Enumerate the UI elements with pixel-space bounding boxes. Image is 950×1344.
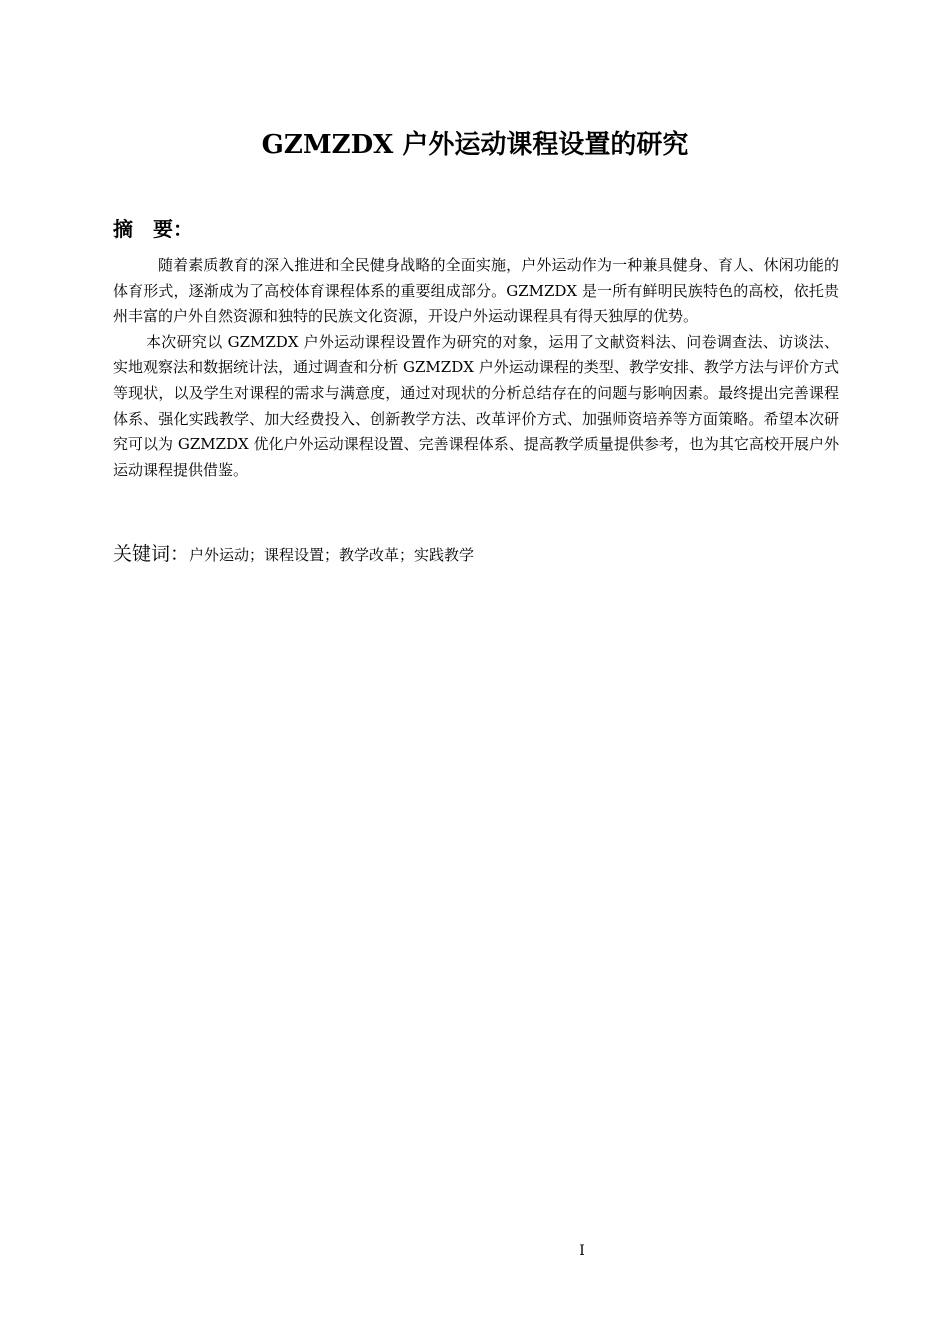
page-number: I (579, 1243, 585, 1259)
abstract-paragraph: 随着素质教育的深入推进和全民健身战略的全面实施，户外运动作为一种兼具健身、育人、休闲功能的体育形式，逐渐成为了高校体育课程体系的重要组成部分。GZMZDX 是一所有鲜明民族特色的高校，依托贵州丰富的户外自然资源和独特的民族文化资源，开设户外运动课程具有得天独厚的优势。 (113, 256, 839, 326)
abstract-heading: 摘 要： (113, 217, 193, 241)
abstract-paragraph: 本次研究以 GZMZDX 户外运动课程设置作为研究的对象，运用了文献资料法、问卷调查法、访谈法、实地观察法和数据统计法，通过调查和分析 GZMZDX 户外运动课程的类型、教学安排、教学方法与评价方式等现状，以及学生对课程的需求与满意度，通过对现状的分析总结存在的问题与影响因素。最终提出完善课程体系、强化实践教学、加大经费投入、创新教学方法、改革评价方式、加强师资培养等方面策略。希望本次研究可以为 GZMZDX 优化户外运动课程设置、完善课程体系、提高教学质量提供参考，也为其它高校开展户外运动课程提供借鉴。 (113, 332, 839, 479)
abstract-body (113, 253, 839, 483)
keywords-line (113, 540, 474, 569)
paper-title: GZMZDX 户外运动课程设置的研究 (261, 130, 689, 160)
keywords-text: 户外运动；课程设置；教学改革；实践教学 (189, 546, 475, 564)
keywords-label: 关键词： (113, 543, 190, 565)
